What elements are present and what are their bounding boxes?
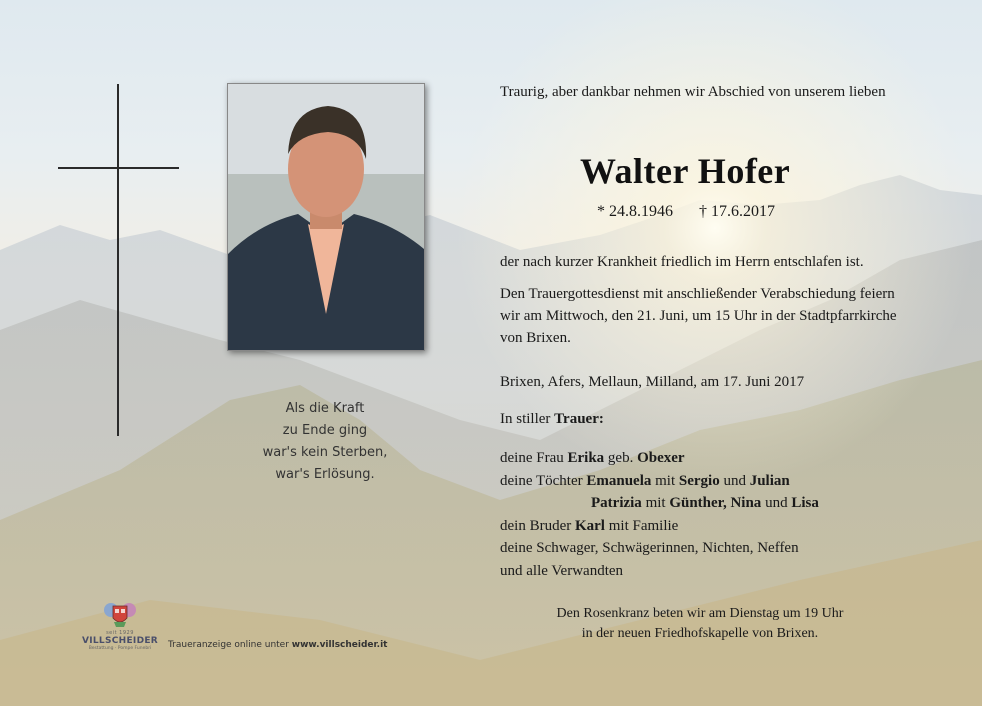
family-line: Patrizia mit Günther, Nina und Lisa bbox=[591, 495, 819, 511]
family-line: dein Bruder Karl mit Familie bbox=[500, 517, 679, 534]
poem-line: Als die Kraft bbox=[285, 401, 365, 416]
deceased-name: Walter Hofer bbox=[580, 151, 791, 191]
service-text: Den Trauergottesdienst mit anschließender Verabschiedung feiern wir am Mittwoch, den 21. Juni, um 15 Uhr in der Stadtpfarrkirche von Brixen. bbox=[500, 286, 897, 346]
logo-subtitle: Bestattung · Pompe Funebri bbox=[88, 646, 152, 651]
family-line: und alle Verwandten bbox=[500, 562, 624, 579]
family-line: deine Schwager, Schwägerinnen, Nichten, Neffen bbox=[500, 540, 799, 556]
crest-icon bbox=[102, 600, 138, 630]
mourning-heading bbox=[500, 408, 604, 430]
portrait-photo bbox=[227, 83, 425, 351]
poem-line: zu Ende ging bbox=[282, 423, 368, 438]
poem-line: war's kein Sterben, bbox=[262, 445, 388, 460]
mourning-prefix: In stiller bbox=[500, 411, 555, 427]
place-date: Brixen, Afers, Mellaun, Milland, am 17. Juni 2017 bbox=[500, 374, 805, 390]
death-date: † 17.6.2017 bbox=[699, 203, 775, 220]
poem bbox=[240, 398, 410, 486]
birth-date: * 24.8.1946 bbox=[597, 203, 673, 220]
poem-line: war's Erlösung. bbox=[275, 467, 375, 482]
family-line: deine Töchter Emanuela mit Sergio und Julian bbox=[500, 472, 790, 489]
cross-vertical bbox=[117, 84, 119, 436]
rosary-line: Den Rosenkranz beten wir am Dienstag um 19 Uhr bbox=[556, 606, 844, 621]
online-text: Traueranzeige online unter bbox=[168, 640, 292, 650]
online-notice bbox=[168, 640, 388, 650]
passing-text: der nach kurzer Krankheit friedlich im Herrn entschlafen ist. bbox=[500, 254, 864, 270]
villscheider-logo bbox=[76, 600, 164, 651]
mourning-bold: Trauer: bbox=[554, 411, 604, 427]
family-list bbox=[500, 447, 819, 582]
online-link[interactable]: www.villscheider.it bbox=[291, 640, 388, 650]
cross-horizontal bbox=[58, 167, 179, 169]
rosary-notice bbox=[530, 604, 870, 644]
logo-brand: VILLSCHEIDER bbox=[81, 636, 159, 646]
logo-since: seit 1929 bbox=[106, 630, 134, 636]
life-dates bbox=[597, 203, 775, 221]
rosary-line: in der neuen Friedhofskapelle von Brixen. bbox=[581, 626, 819, 641]
intro-text: Traurig, aber dankbar nehmen wir Abschied von unserem lieben bbox=[500, 84, 886, 100]
family-line: deine Frau Erika geb. Obexer bbox=[500, 450, 685, 466]
